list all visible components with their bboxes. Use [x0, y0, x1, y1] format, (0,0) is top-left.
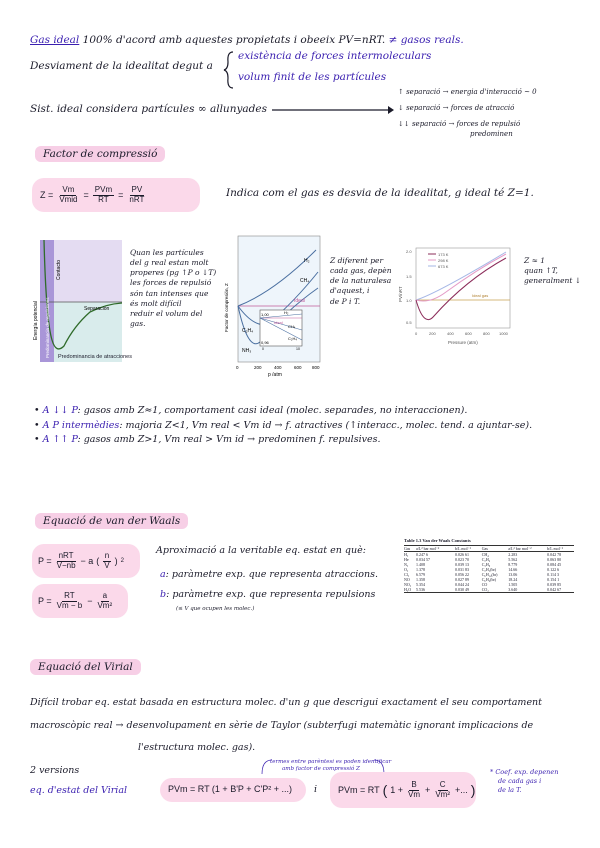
fig3-xtick: 400: [447, 331, 454, 336]
fig2-tick: 600: [294, 365, 302, 370]
sist-ideal-text: Sist. ideal considera partícules ∞ allunyades: [30, 103, 267, 115]
z-nrt: nRT: [129, 194, 145, 204]
table-cell: 0.030 49: [454, 587, 469, 592]
fig3-xtick: 1000: [499, 331, 508, 336]
fig3-xtick: 0: [415, 331, 418, 336]
bullet-low-pressure: • A ↓↓ P: gasos amb Z≈1, comportament casi ideal (molec. separades, no interaccionen).: [34, 405, 468, 416]
table-cell: 0.247 6: [416, 552, 429, 557]
note1-line: reduir el volum del: [130, 308, 203, 318]
virial-b: B: [411, 779, 417, 789]
note-z-temperature: [524, 256, 581, 286]
vdw-v: V: [104, 560, 110, 570]
fig3-ytick: 1.0: [406, 298, 412, 303]
gas-ideal-label: Gas ideal: [30, 34, 80, 46]
virial-eq2: PVm = RT ( 1 + $\frac{B}{Vm}$ + $\frac{C}{\text{Vm²}}$ +... ): [338, 779, 476, 799]
table-cell: C₃H₈: [481, 562, 491, 567]
table-cell: CH₄: [481, 552, 489, 557]
fig1-repul: Predominancia de repulsiones: [45, 297, 50, 358]
table-cell: 0.039 85: [547, 582, 562, 587]
bullet-head: A ↓↓ P: [42, 405, 78, 416]
vdw-p1: P =: [38, 556, 52, 566]
table-cell: Cl₂: [404, 572, 410, 577]
virial-annot-2: amb factor de compressió Z: [282, 766, 360, 772]
table-cell: 8.779: [508, 562, 518, 567]
separacio-1: ↑ separació → energia d'interacció ~ 0: [398, 88, 537, 96]
fig1-ylabel: Energía potencial: [33, 301, 39, 340]
virial-eq-label: eq. d'estat del Virial: [30, 785, 128, 796]
fig3-xlabel: Pressure (atm): [448, 340, 478, 345]
z-eq-2: =: [118, 190, 124, 200]
separacio-2: ↓ separació → forces de atracció: [398, 104, 515, 112]
note1-line: Quan les partícules: [130, 248, 204, 257]
fig2-tick: 800: [312, 365, 320, 370]
vdw-sq: 2: [120, 558, 124, 564]
fig2-tick: 200: [254, 365, 262, 370]
table-cell: N₂: [404, 562, 409, 567]
gas-ideal-line: [30, 34, 464, 47]
table-cell: 0.042 67: [547, 587, 562, 592]
fig2-zoom-ch4: CH₄: [288, 324, 296, 329]
fig2-z100: 1,00: [261, 312, 269, 317]
fig1-atrac: Predominancia de atracciones: [58, 354, 132, 360]
vdw-a: a: [102, 590, 108, 600]
factor-compressio-heading: Factor de compressió: [35, 146, 165, 162]
vdw-minus-a: − a: [80, 556, 94, 566]
table-row: [404, 587, 574, 593]
table-cell: 14.66: [508, 567, 518, 572]
vdw-vmb: Vm − b: [56, 600, 83, 610]
table-cell: 13.06: [508, 572, 518, 577]
potential-energy-figure: [30, 240, 122, 362]
fig2-h2: H₂: [304, 258, 310, 264]
virial-eq2-pre: PVm = RT: [338, 785, 380, 795]
compression-factor-figure: [224, 232, 322, 378]
table-cell: H₂O: [404, 587, 412, 592]
note2-line: d'aquest, i: [330, 286, 370, 296]
table-cell: 1.505: [508, 582, 518, 587]
table-title: Table 1.3 Van der Waals Constants: [404, 538, 471, 543]
vdw-b-text: : paràmetre exp. que representa repulsions: [166, 589, 376, 600]
virial-note-line: * Coef. exp. depenen: [490, 768, 559, 776]
virial-vm2: Vm²: [435, 789, 450, 799]
bullet-high-pressure: • A ↑↑ P: gasos amb Z>1, Vm real > Vm id → predominen f. repulsives.: [34, 434, 381, 446]
fig2-zoom-c2h4: C₂H₄: [288, 336, 297, 341]
table-cell: 0.026 61: [454, 552, 469, 557]
z-pvm: PVm: [94, 184, 113, 194]
bullet-text: : majoria Z<1, Vm real < Vm id → f. atractives (↑interacc., molec. tend. a ajuntar-se).: [119, 419, 533, 431]
table-cell: 0.056 22: [454, 572, 469, 577]
causa-volum: volum finit de les partícules: [238, 71, 387, 83]
fig2-zoom-ideal: Ideal: [274, 320, 283, 325]
table-cell: 0.084 45: [547, 562, 562, 567]
note1-line: properes (pg ↑P o ↓T): [130, 268, 217, 278]
z-label: Z =: [40, 190, 54, 200]
note1-line: és molt difícil: [130, 298, 182, 308]
bullet-head: A P intermèdies: [42, 419, 120, 431]
table-cell: 5.562: [508, 557, 518, 562]
fig2-zoom-h2: H₂: [284, 310, 289, 315]
table-header: b/L mol⁻¹: [547, 546, 564, 551]
table: [404, 545, 574, 593]
contact-band: [54, 240, 122, 302]
note3-line: quan ↑T,: [524, 266, 558, 276]
z-eq-1: =: [83, 190, 89, 200]
fig3-xtick: 600: [465, 331, 472, 336]
note1-line: gas.: [130, 318, 146, 328]
note1-line: són tan intenses que: [130, 288, 209, 298]
table-cell: 0.023 70: [454, 557, 469, 562]
fig2-ideal: Ideal: [294, 298, 305, 304]
virial-para-2: macroscòpic real → desenvolupament en sèrie de Taylor (subterfugi matemàtic ignorant implicacions de: [30, 720, 534, 731]
table-cell: 0.154 1: [547, 577, 560, 582]
virial-note-line: de la T.: [498, 786, 522, 795]
causa-forces: existència de forces intermoleculars: [238, 50, 432, 62]
fig2-z096: 0,96: [261, 340, 269, 345]
desviament-label: Desviament de la idealitat degut a: [30, 60, 213, 72]
fig3-ytick: 2.0: [406, 249, 412, 254]
table-cell: 0.039 13: [454, 562, 469, 567]
fig2-xlabel: p /atm: [268, 372, 282, 378]
vdw-p2: P =: [38, 596, 52, 606]
vdw-constants-table: [404, 538, 574, 593]
table-cell: 1.408: [416, 562, 426, 567]
fig2-c2h4: C₂H₄: [242, 328, 254, 334]
table-cell: 0.042 78: [547, 552, 562, 557]
factor-desc: Indica com el gas es desvia de la idealitat, g ideal té Z=1.: [226, 187, 534, 199]
note3-line: generalment ↓: [524, 276, 582, 286]
table-cell: C₆H₆(br): [481, 577, 497, 582]
table-cell: 0.114 3: [547, 572, 559, 577]
table-cell: He: [404, 557, 409, 562]
note1-line: del g real estan molt: [130, 258, 209, 268]
z-formula: [40, 180, 146, 210]
note2-line: de la naturalesa: [330, 276, 392, 286]
table-cell: C₂H₂(br): [481, 567, 497, 572]
fig1-contact: Contacto: [56, 259, 62, 280]
vdw-rt: RT: [64, 590, 75, 600]
van-der-waals-heading: Equació de van der Waals: [35, 513, 188, 529]
table-cell: 2.283: [508, 552, 518, 557]
virial-plus: +: [425, 785, 431, 795]
vdw-vm2: Vm²: [97, 600, 113, 610]
fig1-separ: Separación: [84, 306, 110, 312]
fig2-zoom-tick: 10: [296, 347, 300, 351]
vdw-formula-2: [38, 586, 114, 616]
virial-c: C: [439, 779, 446, 789]
vdw-minus: −: [87, 596, 93, 606]
virial-annot-1: termes entre parèntesi es poden identificar: [270, 759, 392, 765]
bullet-text: : gasos amb Z>1, Vm real > Vm id → predominen f. repulsives.: [77, 434, 381, 446]
z-vmid: Vmid: [59, 194, 78, 204]
table-cell: C₆H₁₄(br): [481, 572, 498, 577]
z-pv: PV: [131, 184, 143, 194]
vdw-a-line: [160, 569, 378, 580]
bullet-text: : gasos amb Z≈1, comportament casi ideal (molec. separades, no interaccionen).: [77, 405, 468, 416]
long-arrow-icon: [272, 105, 394, 115]
vdw-a-label: a: [160, 569, 166, 580]
virial-eq1: PVm = RT (1 + B'P + C'P² + ...): [168, 784, 292, 794]
fig2-ylabel: Factor de compresión, Z: [224, 283, 229, 332]
vdw-n: n: [104, 550, 110, 560]
fig2-zoom-tick: 0: [262, 347, 264, 351]
fig3-ylabel: PV/nRT: [398, 286, 403, 302]
fig2-tick: 400: [274, 365, 282, 370]
table-cell: C₂H₆: [481, 557, 491, 562]
table-cell: 6.579: [416, 572, 426, 577]
pressure-bullets: [34, 404, 532, 448]
table-cell: 1.378: [416, 567, 426, 572]
table-cell: O₂: [404, 567, 409, 572]
table-cell: CO₂: [481, 587, 489, 592]
table-cell: 0.034 57: [416, 557, 431, 562]
virial-para-1: Difícil trobar eq. estat basada en estructura molec. d'un g que descrigui exactament el seu comportament: [30, 697, 542, 708]
table-cell: 0.122 6: [547, 567, 560, 572]
fig3-ideal: Ideal gas: [472, 293, 489, 298]
z-vm: Vm: [62, 184, 75, 194]
table-cell: 0.044 24: [454, 582, 469, 587]
vdw-a-text: : paràmetre exp. que representa atraccions.: [165, 569, 379, 580]
virial-i: i: [314, 784, 318, 795]
note2-line: de P i T.: [330, 296, 361, 306]
separacio-3: ↓↓ separació → forces de repulsió: [398, 120, 521, 128]
virial-vm: Vm: [408, 789, 421, 799]
fig2-tick: 0: [236, 365, 239, 370]
note-z-diferent: [330, 256, 392, 307]
table-cell: CO: [481, 582, 488, 587]
table-header: a/L² bar mol⁻²: [416, 546, 440, 551]
fig3-ytick: 0.5: [406, 320, 412, 325]
virial-coef-note: [490, 768, 558, 795]
table-cell: 18.24: [508, 577, 518, 582]
virial-dots: +...: [454, 785, 468, 795]
table-header: Gas: [404, 546, 411, 551]
virial-versions: 2 versions: [30, 765, 80, 776]
virial-note-line: de cada gas i: [498, 777, 542, 786]
gas-ideal-text: 100% d'acord amb aquestes propietats i obeeix PV=nRT.: [82, 34, 386, 46]
note2-line: Z diferent per: [330, 256, 384, 265]
z-rt: RT: [98, 194, 109, 204]
brace-icon: [223, 50, 235, 90]
bullet-mid-pressure: • A P intermèdies: majoria Z<1, Vm real < Vm id → f. atractives (↑interacc., molec. tend. a ajuntar-se).: [34, 419, 533, 431]
fig3-xtick: 200: [429, 331, 436, 336]
fig2-nh3: NH₃: [242, 348, 252, 354]
table-cell: 1.358: [416, 577, 426, 582]
table-cell: 5.536: [416, 587, 426, 592]
note3-line: Z ≈ 1: [524, 256, 546, 265]
vdw-b-sub: (≤ V que ocupen les molec.): [176, 606, 255, 612]
table-header: a/L² bar mol⁻²: [508, 546, 532, 551]
fig3-xtick: 800: [483, 331, 490, 336]
vdw-b-line: [160, 589, 375, 600]
pv-nrt-figure: [396, 244, 514, 350]
gasos-reals-text: ≠ gasos reals.: [388, 34, 464, 46]
table-cell: NO₂: [404, 582, 412, 587]
table-cell: 3.640: [508, 587, 518, 592]
virial-one-plus: 1 +: [390, 785, 404, 795]
table-header: b/L mol⁻¹: [454, 546, 471, 551]
virial-heading: Equació del Virial: [30, 659, 141, 675]
vdw-vnb: V−nb: [56, 560, 76, 570]
vdw-formula-1: P = $\frac{\text{nRT}}{V-nb}$ − a ( $\frac{n}{V}$ ) 2: [38, 550, 124, 570]
vdw-desc: Aproximació a la veritable eq. estat en què:: [156, 545, 366, 556]
virial-para-3: l'estructura molec. gas).: [138, 742, 256, 753]
note-repulsio: [130, 248, 216, 329]
fig2-ch4: CH₄: [300, 278, 310, 284]
fig3-legend: 173 K: [438, 252, 449, 257]
table-header: Gas: [481, 546, 488, 551]
table-cell: H₂: [404, 552, 409, 557]
table-cell: 0.063 80: [547, 557, 562, 562]
fig3-legend: 673 K: [438, 264, 449, 269]
note1-line: les forces de repulsió: [130, 278, 212, 288]
table-cell: NO: [404, 577, 410, 582]
bullet-head: A ↑↑ P: [42, 434, 78, 446]
fig3-legend: 298 K: [438, 258, 449, 263]
table-cell: 0.031 83: [454, 567, 469, 572]
table-cell: 0.027 89: [454, 577, 469, 582]
table-cell: 5.354: [416, 582, 426, 587]
fig3-ytick: 1.5: [406, 274, 412, 279]
separacio-3-predominen: predominen: [470, 130, 513, 138]
vdw-b-label: b: [160, 589, 167, 600]
vdw-nrt: nRT: [58, 550, 74, 560]
note2-line: cada gas, depèn: [330, 266, 392, 276]
